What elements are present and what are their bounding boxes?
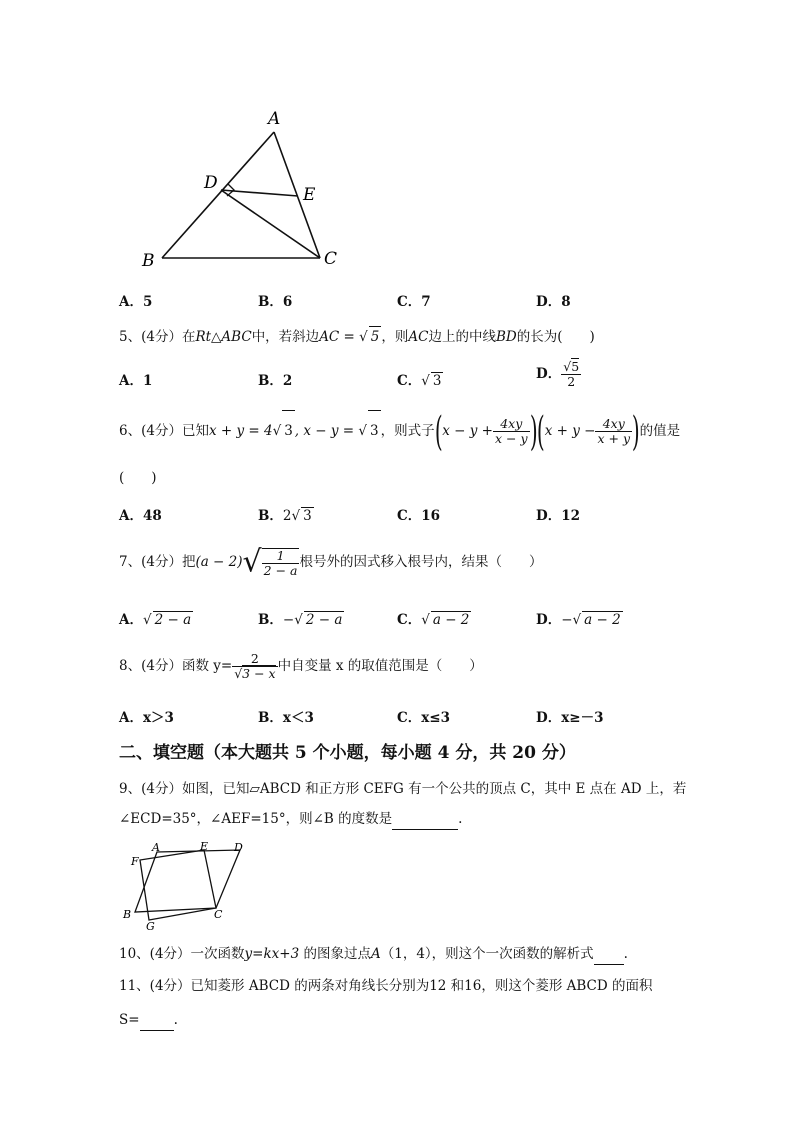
- q6-option-b[interactable]: B．2√ 3: [258, 508, 312, 524]
- parallelogram-square-figure: [118, 838, 258, 933]
- question-7: 7、(4分）把(a − 2)√ $\frac{1}{2 - a}$ 根号外的因式移入根号内，结果（ ）: [119, 544, 543, 580]
- q4-option-c[interactable]: C．7: [397, 294, 431, 310]
- q6-answer-paren: ( ): [119, 470, 157, 486]
- label-a: A: [152, 841, 160, 854]
- q5-option-b[interactable]: B．2: [258, 373, 293, 389]
- label-d: D: [234, 841, 243, 854]
- question-9-line-2: ∠ECD=35°，∠AEF=15°，则∠B 的度数是 .: [119, 809, 462, 830]
- question-11-line-2: S= .: [119, 1010, 178, 1031]
- question-8: 8、(4分）函数 y= $\frac{2}{√3 - x}$ 中自变量 x 的取值范围是（ ）: [119, 651, 483, 681]
- question-10: 10、(4分）一次函数y=kx+3 的图象过点A（1，4），则这个一次函数的解析式 .: [119, 944, 628, 965]
- q4-option-b[interactable]: B．6: [258, 294, 293, 310]
- label-g: G: [146, 920, 155, 933]
- label-b: B: [123, 908, 132, 921]
- question-5: 5、(4分）在Rt△ABC中，若斜边AC = √ 5 ，则AC边上的中线BD的长为( ): [119, 326, 595, 347]
- q7-option-c[interactable]: C．√ a − 2: [397, 612, 470, 628]
- q6-option-d[interactable]: D．12: [536, 508, 581, 524]
- label-c: C: [214, 908, 223, 921]
- question-6: 6、(4分）已知x + y = 4√ 3 , x − y = √ 3 ，则式子(x − y + $\frac{4xy}{x - y}$ )(x + y − $\frac{4xy}{x + y}$ )的值是: [119, 408, 681, 455]
- parallelogram-abcd: [135, 850, 240, 912]
- label-b: B: [142, 251, 155, 271]
- q4-option-a[interactable]: A．5: [119, 294, 153, 310]
- label-e: E: [200, 840, 209, 853]
- q8-option-b[interactable]: B．x＜3: [258, 710, 314, 726]
- section-heading-fill-in: 二、填空题（本大题共 5 个小题，每小题 4 分，共 20 分）: [119, 743, 576, 763]
- q5-option-d[interactable]: D． $\frac{√5}{2}$: [536, 359, 580, 389]
- q8-option-d[interactable]: D．x≥－3: [536, 710, 604, 726]
- q5-option-c[interactable]: C．√ 3: [397, 373, 442, 389]
- q8-option-a[interactable]: A．x＞3: [119, 710, 174, 726]
- q8-option-c[interactable]: C．x≤3: [397, 710, 451, 726]
- label-e: E: [303, 185, 316, 205]
- label-a: A: [268, 109, 281, 129]
- label-c: C: [324, 249, 338, 269]
- q7-option-d[interactable]: D．−√ a − 2: [536, 612, 621, 628]
- q9-answer-blank[interactable]: [392, 809, 458, 830]
- q11-answer-blank[interactable]: [140, 1010, 174, 1031]
- q5-option-a[interactable]: A．1: [119, 373, 153, 389]
- q4-option-d[interactable]: D．8: [536, 294, 571, 310]
- triangle-figure: [130, 100, 360, 275]
- question-9-line-1: 9、(4分）如图，已知▱ABCD 和正方形 CEFG 有一个公共的顶点 C，其中 E 点在 AD 上，若: [119, 781, 687, 797]
- q7-option-a[interactable]: A．√ 2 − a: [119, 612, 192, 628]
- label-d: D: [204, 173, 218, 193]
- side-ab: [162, 132, 274, 258]
- label-f: F: [131, 855, 139, 868]
- q6-option-c[interactable]: C．16: [397, 508, 441, 524]
- question-11-line-1: 11、(4分）已知菱形 ABCD 的两条对角线长分别为12 和16，则这个菱形 ABCD 的面积: [119, 978, 653, 994]
- q10-answer-blank[interactable]: [594, 944, 624, 965]
- q7-option-b[interactable]: B．−√ 2 − a: [258, 612, 343, 628]
- q6-option-a[interactable]: A．48: [119, 508, 162, 524]
